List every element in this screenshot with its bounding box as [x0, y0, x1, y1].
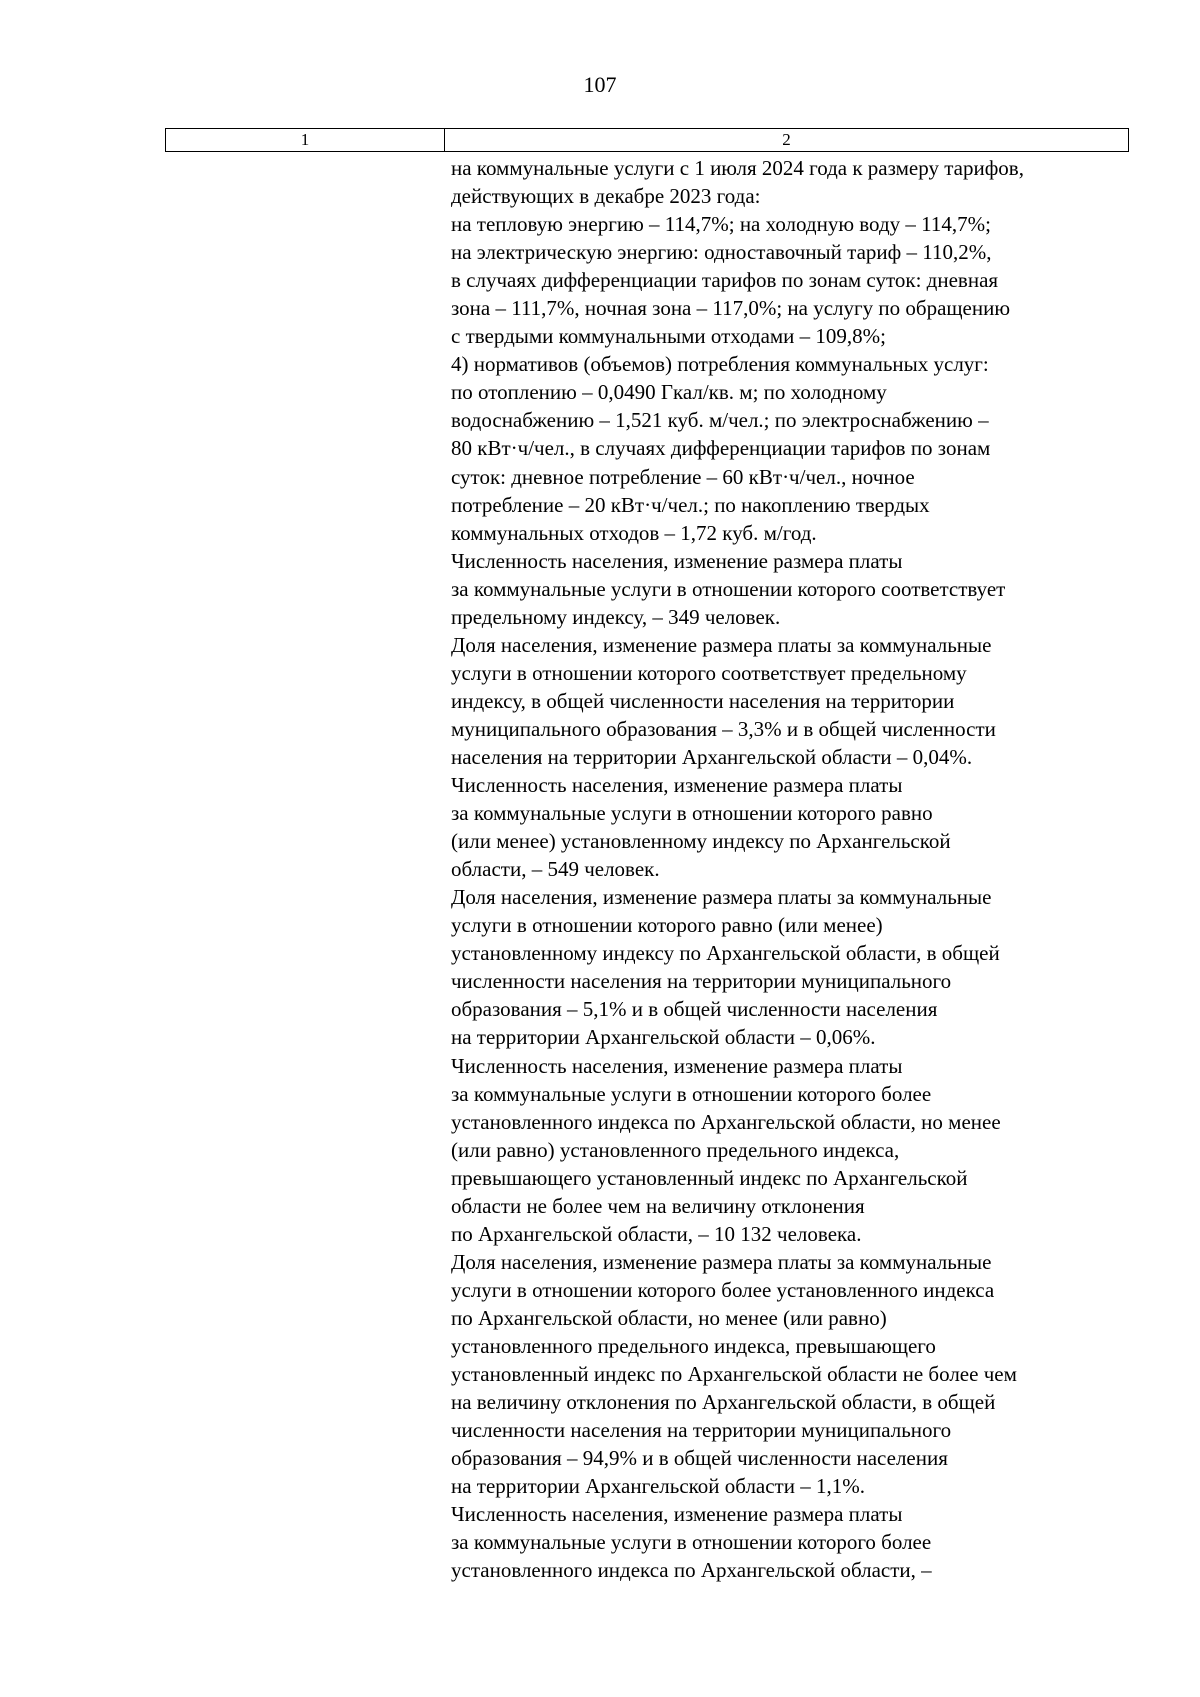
text-line: за коммунальные услуги в отношении которого соответствует	[451, 576, 1006, 601]
text-line: водоснабжению – 1,521 куб. м/чел.; по электроснабжению –	[451, 408, 989, 433]
table-header-row	[165, 128, 1129, 152]
text-line: Численность населения, изменение размера платы	[451, 1053, 903, 1078]
text-line: установленного индекса по Архангельской области, но менее	[451, 1109, 1001, 1134]
text-line: суток: дневное потребление – 60 кВт·ч/чел., ночное	[451, 464, 915, 489]
text-line: Доля населения, изменение размера платы за коммунальные	[451, 885, 992, 910]
text-line: Численность населения, изменение размера платы	[451, 548, 903, 573]
text-line: 4) нормативов (объемов) потребления коммунальных услуг:	[451, 352, 989, 377]
text-line: за коммунальные услуги в отношении которого более	[451, 1530, 932, 1555]
text-line: на тепловую энергию – 114,7%; на холодную воду – 114,7%;	[451, 212, 991, 237]
text-line: услуги в отношении которого равно (или менее)	[451, 913, 883, 938]
text-line: Численность населения, изменение размера платы	[451, 773, 903, 798]
text-line: по Архангельской области, – 10 132 человека.	[451, 1221, 862, 1246]
text-line: действующих в декабре 2023 года:	[451, 184, 761, 209]
text-line: с твердыми коммунальными отходами – 109,8%;	[451, 324, 887, 349]
text-line: (или равно) установленного предельного индекса,	[451, 1137, 900, 1162]
text-line: в случаях дифференциации тарифов по зонам суток: дневная	[451, 268, 999, 293]
text-line: образования – 5,1% и в общей численности населения	[451, 997, 938, 1022]
text-line: по Архангельской области, но менее (или равно)	[451, 1305, 887, 1330]
text-line: по отоплению – 0,0490 Гкал/кв. м; по холодному	[451, 380, 887, 405]
text-line: Доля населения, изменение размера платы за коммунальные	[451, 1249, 992, 1274]
text-line: (или менее) установленному индексу по Архангельской	[451, 829, 951, 854]
text-line: населения на территории Архангельской области – 0,04%.	[451, 744, 973, 769]
text-line: 80 кВт·ч/чел., в случаях дифференциации тарифов по зонам	[451, 436, 991, 461]
text-line: численности населения на территории муниципального	[451, 969, 952, 994]
table-header-col-2: 2	[782, 130, 791, 149]
text-line: численности населения на территории муниципального	[451, 1418, 952, 1443]
text-line: коммунальных отходов – 1,72 куб. м/год.	[451, 520, 817, 545]
text-line: на территории Архангельской области – 1,1%.	[451, 1474, 865, 1499]
text-line: установленному индексу по Архангельской области, в общей	[451, 941, 1000, 966]
text-line: потребление – 20 кВт·ч/чел.; по накоплению твердых	[451, 492, 930, 517]
text-line: установленного индекса по Архангельской области, –	[451, 1558, 932, 1583]
text-line: услуги в отношении которого соответствует предельному	[451, 660, 967, 685]
text-line: Численность населения, изменение размера платы	[451, 1502, 903, 1527]
table-header-col-1: 1	[166, 129, 445, 151]
text-line: индексу, в общей численности населения на территории	[451, 688, 955, 713]
text-line: на величину отклонения по Архангельской области, в общей	[451, 1390, 996, 1415]
text-line: за коммунальные услуги в отношении которого более	[451, 1081, 932, 1106]
text-line: области не более чем на величину отклонения	[451, 1193, 865, 1218]
text-line: зона – 111,7%, ночная зона – 117,0%; на услугу по обращению	[451, 296, 1011, 321]
text-line: установленного предельного индекса, превышающего	[451, 1333, 936, 1358]
text-line: области, – 549 человек.	[451, 857, 660, 882]
text-line: на территории Архангельской области – 0,06%.	[451, 1025, 876, 1050]
text-line: на электрическую энергию: одноставочный тариф – 110,2%,	[451, 240, 992, 265]
text-line: превышающего установленный индекс по Архангельской	[451, 1165, 968, 1190]
text-line: Доля населения, изменение размера платы за коммунальные	[451, 632, 992, 657]
text-line: услуги в отношении которого более установленного индекса	[451, 1277, 995, 1302]
page-number: 107	[583, 72, 617, 97]
text-line: на коммунальные услуги с 1 июля 2024 года к размеру тарифов,	[451, 156, 1024, 180]
table-cell-col-2-text	[451, 154, 1151, 1584]
text-line: муниципального образования – 3,3% и в общей численности	[451, 716, 996, 741]
text-line: установленный индекс по Архангельской области не более чем	[451, 1362, 1017, 1387]
text-line: за коммунальные услуги в отношении которого равно	[451, 801, 933, 826]
text-line: образования – 94,9% и в общей численности населения	[451, 1446, 948, 1471]
text-line: предельному индексу, – 349 человек.	[451, 604, 781, 629]
